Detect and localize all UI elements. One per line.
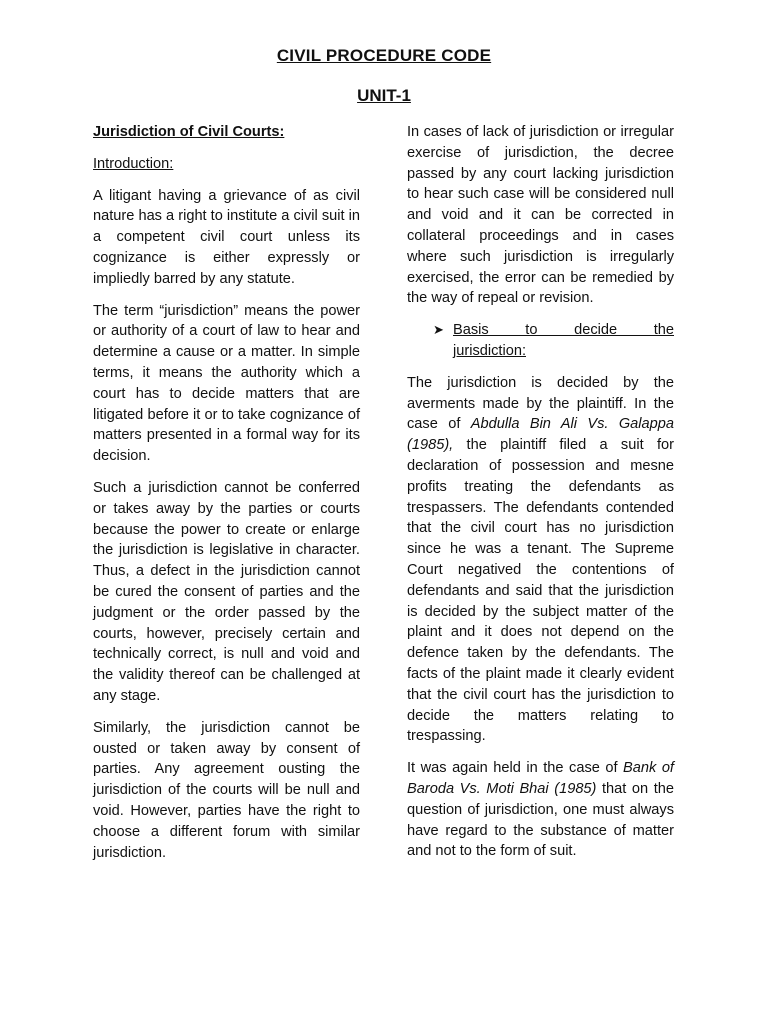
paragraph-conferred: Such a jurisdiction cannot be conferred or takes away by the parties or courts because the power to create or enlarge the jurisdiction is legislative in character. Thus, a defect in the jurisdiction cannot be cured the consent of parties and the judgment or the order passed by the courts, however, precisely certain and technically correct, is null and void and the validity thereof can be challenged at any stage. [93,479,360,704]
bullet-heading-line1: Basis to decide the [453,322,674,339]
paragraph-bank-of-baroda [407,758,674,862]
paragraph-bank-text-b: that on the question of jurisdiction, one must always have regard to the substance of matter and not to the form of suit. [407,780,675,860]
bullet-heading [453,320,674,362]
paragraph-averments [407,373,674,747]
case-citation-abdulla: Abdulla Bin Ali Vs. Galappa (1985), [407,416,675,454]
paragraph-averments-text-a: The jurisdiction is decided by the averments made by the plaintiff. In the case of [407,374,674,433]
paragraph-term-jurisdiction: The term “jurisdiction” means the power or authority of a court of law to hear and determine a cause or a matter. In simple terms, it means the authority which a court has to decide matters that are litigated before it or to take cognizance of matters presented in a formal way for its decision. [93,302,360,465]
case-citation-bank-of-baroda: Bank of Baroda Vs. Moti Bhai (1985) [407,760,674,797]
section-heading: Jurisdiction of Civil Courts: [93,124,285,140]
left-column [93,122,360,874]
bullet-heading-line2: jurisdiction: [453,342,526,359]
arrow-bullet-icon: ➤ [433,322,444,338]
introduction-subheading: Introduction: [93,155,174,172]
document-title: CIVIL PROCEDURE CODE [276,46,492,65]
paragraph-ousted: Similarly, the jurisdiction cannot be ousted or taken away by consent of parties. Any agreement ousting the jurisdiction of the courts will be null and void. However, parties have the right to choose a different forum with similar jurisdiction. [93,719,360,861]
bullet-basis [433,320,674,362]
paragraph-litigant: A litigant having a grievance of as civil nature has a right to institute a civil suit in a competent civil court unless its cognizance is either expressly or impliedly barred by any statute. [93,187,360,287]
paragraph-averments-text-b: the plaintiff filed a suit for declaration of possession and mesne profits treating the defendants as trespassers. The defendants contended that the civil court has no jurisdiction since he was a tenant. The Supreme Court negatived the contentions of defendants and said that the jurisdiction is decided by the subject matter of the plaint and it does not depend on the defence taken by the defendants. The facts of the plaint made it clearly evident that the civil court has the jurisdiction to decide the matters relating to trespassing. [407,437,674,745]
right-column [407,122,674,873]
paragraph-lack-of-jurisdiction: In cases of lack of jurisdiction or irregular exercise of jurisdiction, the decree passed by any court lacking jurisdiction to hear such case will be considered null and void and it can be corrected in collateral proceedings and in cases where such jurisdiction is irregularly exercised, the error can be remedied by the way of repeal or revision. [407,124,674,307]
paragraph-bank-text-a: It was again held in the case of [407,760,624,777]
unit-heading: UNIT-1 [357,86,411,105]
